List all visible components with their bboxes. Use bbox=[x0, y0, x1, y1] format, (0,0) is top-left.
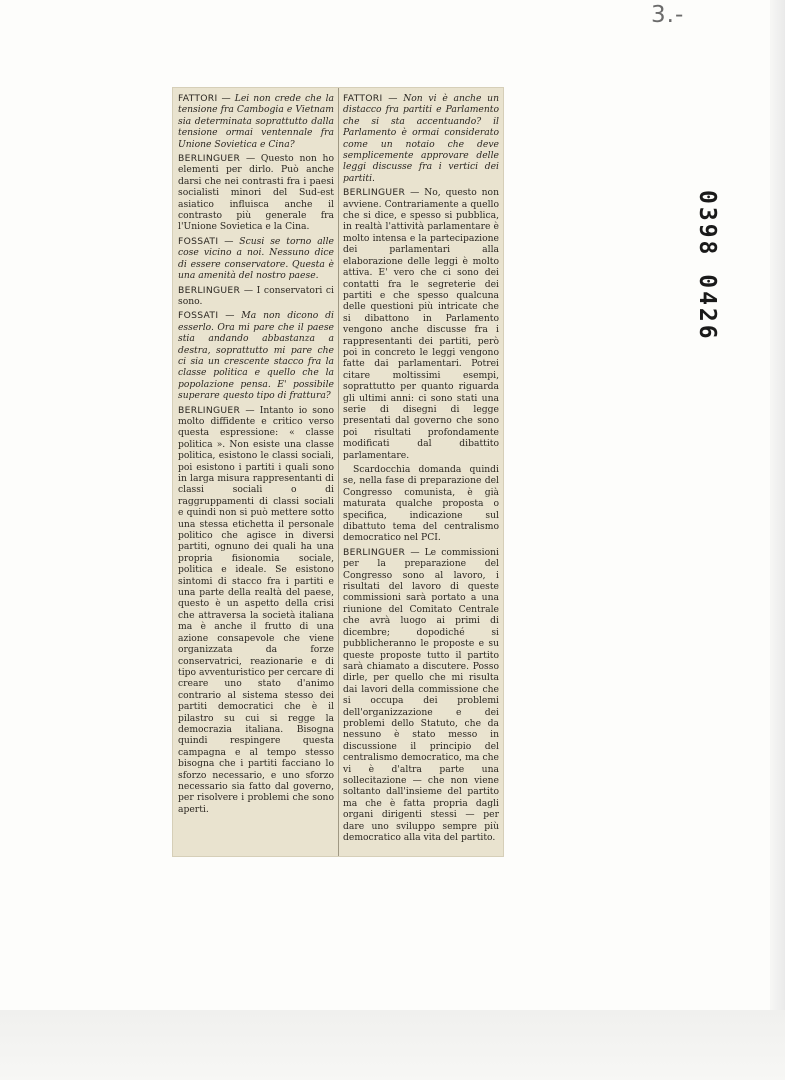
answer-text: — Le commissioni per la preparazione del Congresso sono al lavoro, i risultati del lavoro di queste commissioni sarà portato a una riunione del Comitato Centrale che avrà luogo ai primi di dicembre; dopodiché si pubblicheranno le proposte e su queste proposte tutto il partito sarà chiamato a discutere. Posso dirle, per quello che mi risulta dai lavori della commissione che si occupa dei problemi dell'organizzazione e dei problemi dello Statuto, che da nessuno è stato messo in discussione il principio del centralismo democratico, ma che vi è d'altra parte una sollecitazione — che non viene soltanto dall'insieme del partito ma che è fatta propria dagli organi dirigenti stessi — per dare uno sviluppo sempre più democratico alla vita del partito. bbox=[343, 546, 499, 843]
speaker-name: BERLINGUER bbox=[343, 546, 406, 558]
article-paragraph bbox=[178, 405, 334, 816]
answer-text: — Intanto io sono molto diffidente e critico verso questa espressione: « classe politica ». Non esiste una classe politica, esistono le classi sociali, poi esistono i partiti i quali sono in larga misura rappresentanti di classi sociali o di raggruppamenti di classi sociali e quindi non si può mettere sotto una stessa etichetta il personale politico che agisce in diversi partiti, ognuno dei quali ha una propria fisionomia sociale, politica e ideale. Se esistono sintomi di stacco fra i partiti e una parte della realtà del paese, questo è un aspetto della crisi che attraversa la società italiana ma è anche il frutto di una azione consapevole che viene organizzata da forze conservatrici, reazionarie e di tipo avventuristico per cercare di creare uno stato d'animo contrario al sistema stesso dei partiti democratici che è il pilastro su cui si regge la democrazia italiana. Bisogna quindi respingere questa campagna e al tempo stesso bisogna che i partiti facciano lo sforzo necessario, e uno sforzo necessario sia fatto dal governo, per risolvere i problemi che sono aperti. bbox=[178, 404, 334, 815]
article-paragraph bbox=[178, 236, 334, 282]
answer-text: Scardocchia domanda quindi se, nella fase di preparazione del Congresso comunista, è già maturata qualche proposta o specifica, indicazione sul dibattuto tema del centralismo democratico nel PCI. bbox=[343, 464, 499, 544]
column-divider bbox=[338, 88, 339, 856]
question-text: — Non vi è anche un distacco fra partiti e Parlamento che si sta accentuando? il Parlamento è ormai considerato come un notaio che deve semplicemente approvare delle leggi discusse fra i vertici dei partiti. bbox=[343, 93, 499, 184]
article-column-right bbox=[343, 93, 499, 852]
speaker-name: FOSSATI bbox=[178, 235, 219, 247]
article-column-left bbox=[178, 93, 334, 852]
speaker-name: BERLINGUER bbox=[178, 404, 241, 416]
speaker-name: BERLINGUER bbox=[178, 153, 241, 165]
speaker-name: FOSSATI bbox=[178, 310, 219, 322]
speaker-name: BERLINGUER bbox=[178, 284, 241, 296]
article-paragraph bbox=[178, 93, 334, 150]
scan-edge-bottom bbox=[0, 1010, 785, 1080]
article-paragraph bbox=[178, 285, 334, 308]
archive-code-stamp: 0398 0426 bbox=[694, 190, 720, 342]
speaker-name: FATTORI bbox=[343, 93, 383, 104]
speaker-name: FATTORI bbox=[178, 93, 218, 104]
article-paragraph bbox=[178, 153, 334, 233]
answer-text: — Questo non ho elementi per dirlo. Può anche darsi che nei contrasti fra i paesi socialisti minori del Sud-est asiatico influisca anche il contrasto più generale fra l'Unione Sovietica e la Cina. bbox=[178, 153, 334, 233]
article-paragraph bbox=[343, 464, 499, 544]
answer-text: — I conservatori ci sono. bbox=[178, 284, 334, 307]
article-paragraph bbox=[178, 310, 334, 401]
page-number: 3.- bbox=[651, 2, 685, 28]
speaker-name: BERLINGUER bbox=[343, 187, 406, 199]
scan-edge-right bbox=[770, 0, 785, 1010]
question-text: — Lei non crede che la tensione fra Cambogia e Vietnam sia determinata soprattutto dalla tensione ormai ventennale fra Unione Sovietica e Cina? bbox=[178, 93, 334, 150]
question-text: — Scusi se torno alle cose vicino a noi. Nessuno dice di essere conservatore. Questa è una amenità del nostro paese. bbox=[178, 235, 334, 282]
newspaper-clipping bbox=[173, 88, 503, 856]
question-text: — Ma non dicono di esserlo. Ora mi pare che il paese stia andando abbastanza a destra, soprattutto mi pare che ci sia un crescente stacco fra la classe politica e quello che la popolazione pensa. E' possibile superare questo tipo di frattura? bbox=[178, 310, 334, 402]
article-paragraph bbox=[343, 93, 499, 184]
answer-text: — No, questo non avviene. Contrariamente a quello che si dice, e spesso si pubblica, in realtà l'attività parlamentare è molto intensa e la partecipazione dei parlamentari alla elaborazione delle leggi è molto attiva. E' vero che ci sono dei contatti fra le segreterie dei partiti e che spesso qualcuna delle questioni più intricate che si dibattono in Parlamento vengono anche discusse fra i rappresentanti dei partiti, però poi in concreto le leggi vengono fatte dai parlamentari. Potrei citare moltissimi esempi, soprattutto per quanto riguarda gli ultimi anni: ci sono stati una serie di disegni di legge presentati dal governo che sono poi risultati profondamente modificati dal dibattito parlamentare. bbox=[343, 187, 499, 461]
article-paragraph bbox=[343, 187, 499, 461]
article-paragraph bbox=[343, 547, 499, 844]
